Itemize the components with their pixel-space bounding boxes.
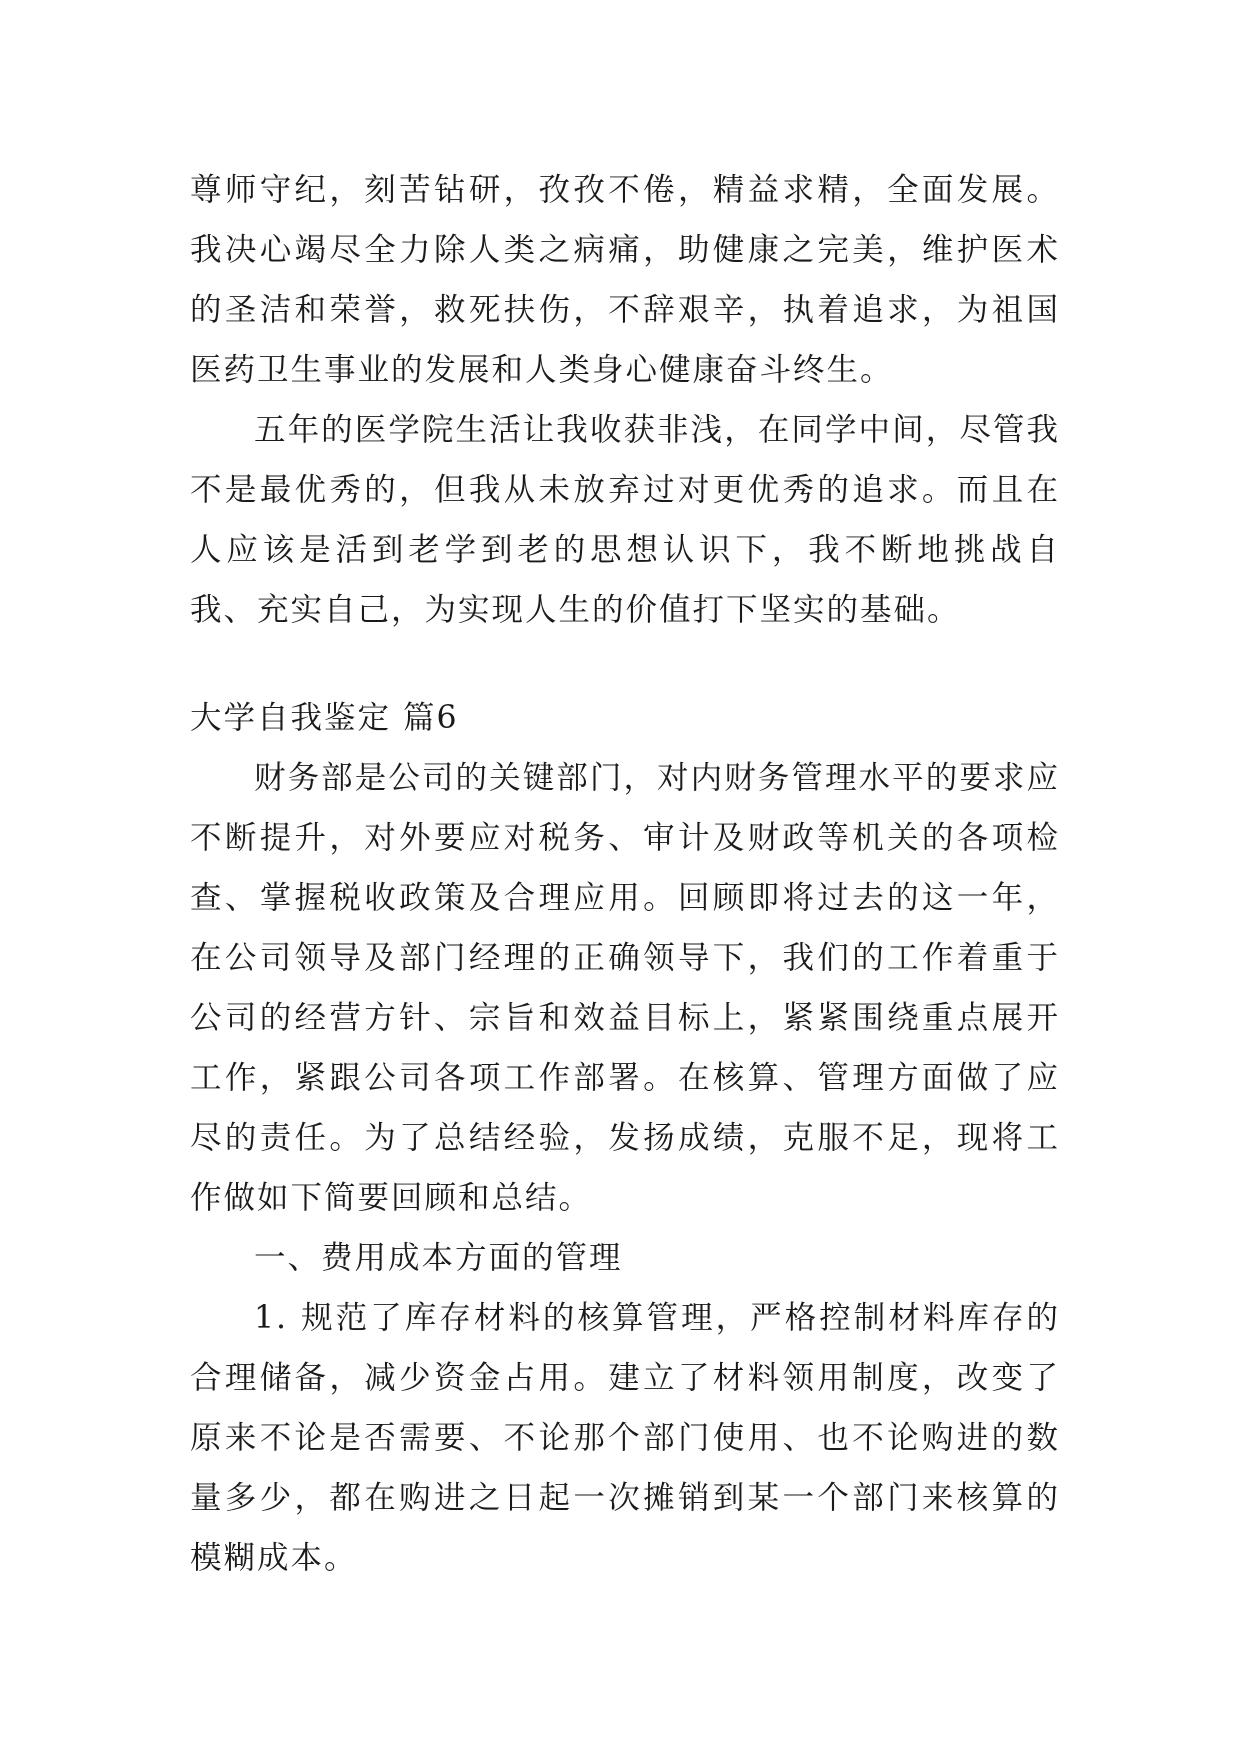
paragraph-continuation: 尊师守纪，刻苦钻研，孜孜不倦，精益求精，全面发展。我决心竭尽全力除人类之病痛，助健康之完美，维护医术的圣洁和荣誉，救死扶伤，不辞艰辛，执着追求，为祖国医药卫生事业的发展和人类身心健康奋斗终生。	[190, 172, 1060, 388]
section-heading: 大学自我鉴定 篇6	[190, 700, 459, 736]
document-body	[190, 160, 1060, 1588]
paragraph-finance-department: 财务部是公司的关键部门，对内财务管理水平的要求应不断提升，对外要应对税务、审计及财政等机关的各项检查、掌握税收政策及合理应用。回顾即将过去的这一年，在公司领导及部门经理的正确领导下，我们的工作着重于公司的经营方针、宗旨和效益目标上，紧紧围绕重点展开工作，紧跟公司各项工作部署。在核算、管理方面做了应尽的责任。为了总结经验，发扬成绩，克服不足，现将工作做如下简要回顾和总结。	[190, 760, 1060, 1216]
paragraph-medical-school: 五年的医学院生活让我收获非浅，在同学中间，尽管我不是最优秀的，但我从未放弃过对更优秀的追求。而且在人应该是活到老学到老的思想认识下，我不断地挑战自我、充实自己，为实现人生的价值打下坚实的基础。	[190, 412, 1060, 628]
subheading-cost-management: 一、费用成本方面的管理	[254, 1240, 623, 1276]
paragraph-inventory-management: 1. 规范了库存材料的核算管理，严格控制材料库存的合理储备，减少资金占用。建立了材料领用制度，改变了原来不论是否需要、不论那个部门使用、也不论购进的数量多少，都在购进之日起一次摊销到某一个部门来核算的模糊成本。	[190, 1300, 1060, 1576]
